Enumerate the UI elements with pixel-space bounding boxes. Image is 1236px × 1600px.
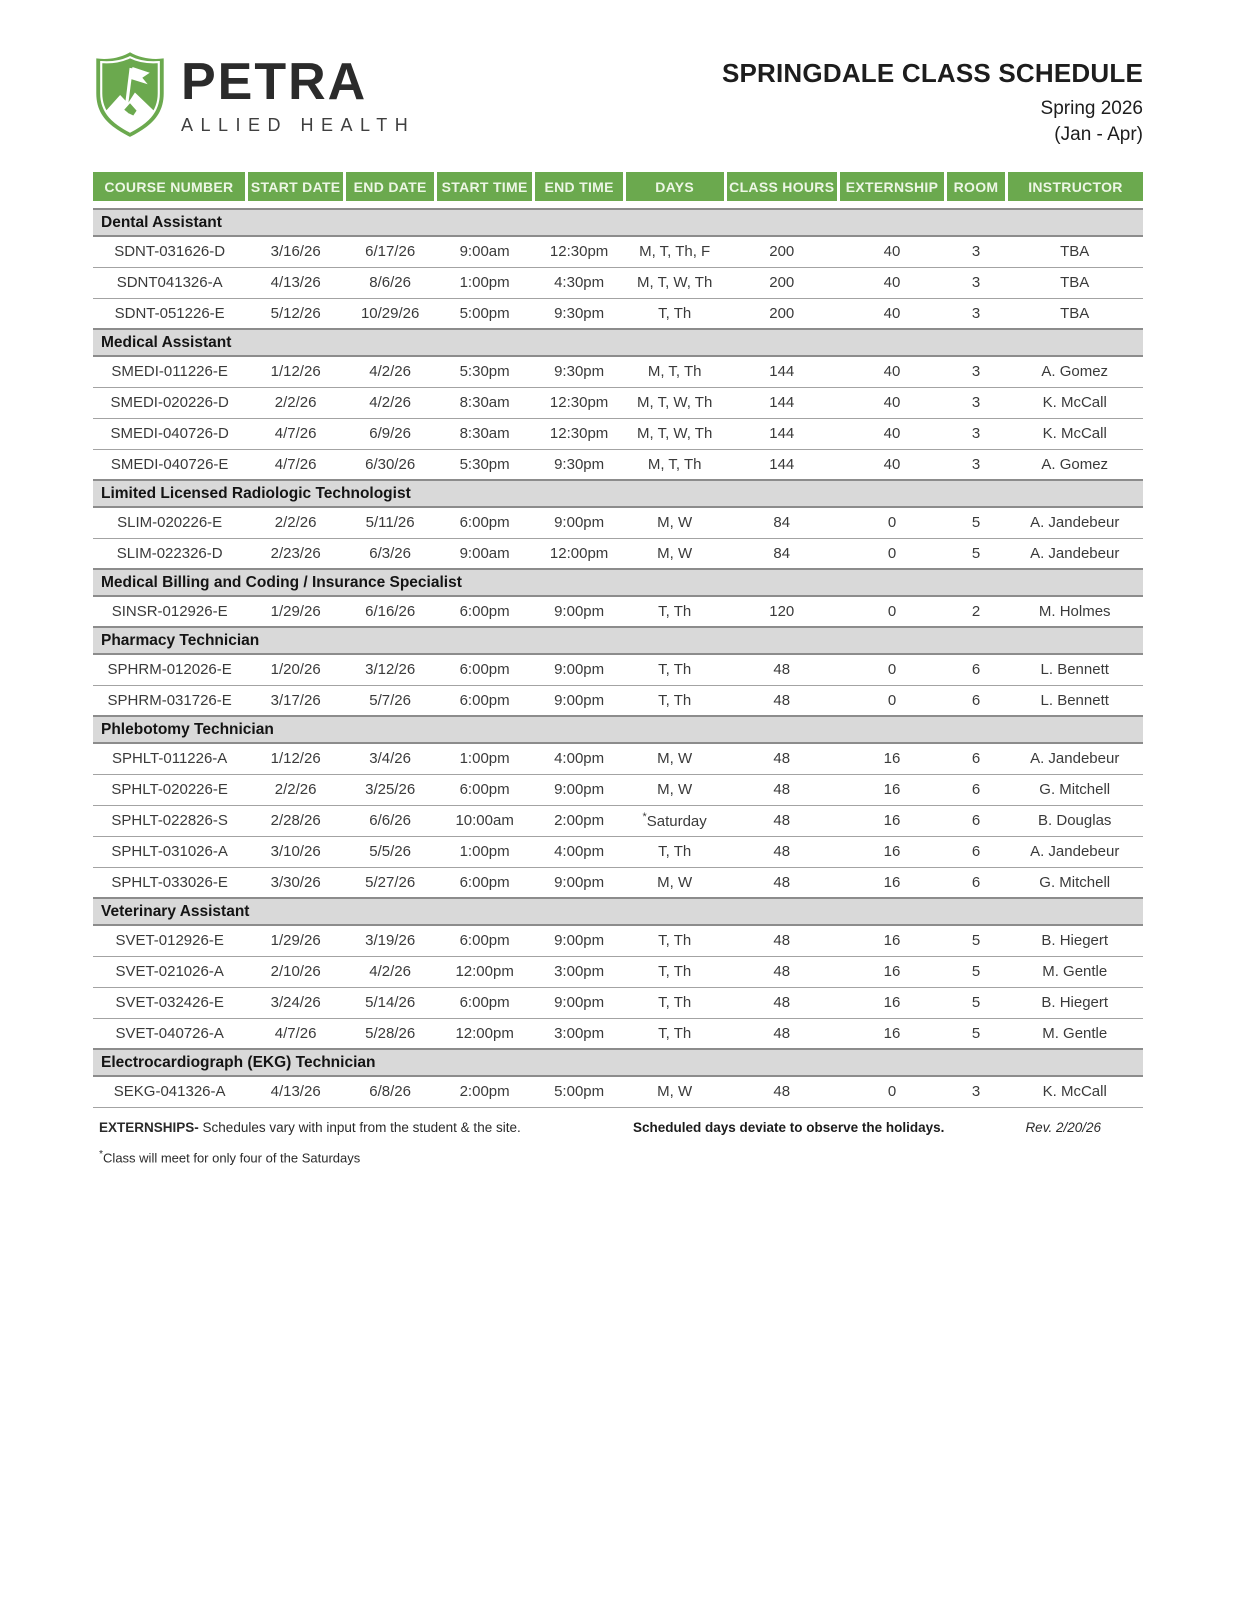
cell-instructor: TBA [1006, 267, 1143, 298]
schedule-table-body [93, 201, 1143, 1107]
cell-end-date: 6/6/26 [345, 805, 435, 836]
cell-end-time: 9:00pm [534, 596, 624, 627]
cell-room: 6 [946, 836, 1007, 867]
section-header-row [93, 209, 1143, 236]
cell-end-date: 5/14/26 [345, 987, 435, 1018]
cell-end-time: 12:30pm [534, 236, 624, 267]
class-row [93, 298, 1143, 329]
cell-days: M, W [624, 538, 725, 569]
cell-end-time: 9:00pm [534, 925, 624, 956]
cell-start-date: 2/2/26 [246, 774, 345, 805]
cell-start-date: 3/16/26 [246, 236, 345, 267]
section-header-row [93, 480, 1143, 507]
cell-end-time: 3:00pm [534, 956, 624, 987]
cell-start-time: 6:00pm [435, 685, 534, 716]
cell-end-time: 9:00pm [534, 685, 624, 716]
cell-course-number: SINSR-012926-E [93, 596, 246, 627]
class-row [93, 1018, 1143, 1049]
class-row [93, 236, 1143, 267]
section-title: Electrocardiograph (EKG) Technician [93, 1049, 1143, 1076]
cell-class-hours: 48 [725, 1018, 838, 1049]
cell-room: 3 [946, 298, 1007, 329]
externships-text: Schedules vary with input from the student & the site. [202, 1119, 521, 1135]
cell-instructor: K. McCall [1006, 1076, 1143, 1107]
cell-days: T, Th [624, 654, 725, 685]
cell-start-date: 4/7/26 [246, 1018, 345, 1049]
class-row [93, 836, 1143, 867]
cell-start-time: 1:00pm [435, 836, 534, 867]
cell-end-date: 4/2/26 [345, 956, 435, 987]
cell-instructor: M. Gentle [1006, 1018, 1143, 1049]
cell-start-date: 5/12/26 [246, 298, 345, 329]
cell-externship: 40 [838, 418, 945, 449]
schedule-page [93, 0, 1143, 1165]
cell-days: M, T, W, Th [624, 387, 725, 418]
cell-start-time: 6:00pm [435, 987, 534, 1018]
cell-end-date: 5/7/26 [345, 685, 435, 716]
cell-start-time: 8:30am [435, 387, 534, 418]
cell-class-hours: 84 [725, 507, 838, 538]
cell-days: T, Th [624, 956, 725, 987]
class-row [93, 654, 1143, 685]
cell-start-date: 1/20/26 [246, 654, 345, 685]
cell-days: M, T, W, Th [624, 267, 725, 298]
cell-externship: 16 [838, 805, 945, 836]
cell-instructor: G. Mitchell [1006, 774, 1143, 805]
section-header-row [93, 329, 1143, 356]
header-spacer-row [93, 201, 1143, 209]
cell-end-date: 6/8/26 [345, 1076, 435, 1107]
cell-start-date: 3/24/26 [246, 987, 345, 1018]
brand-tagline: ALLIED HEALTH [181, 115, 416, 135]
cell-room: 6 [946, 867, 1007, 898]
cell-end-date: 5/27/26 [345, 867, 435, 898]
cell-room: 3 [946, 1076, 1007, 1107]
class-row [93, 418, 1143, 449]
cell-instructor: G. Mitchell [1006, 867, 1143, 898]
class-row [93, 507, 1143, 538]
cell-start-time: 5:00pm [435, 298, 534, 329]
footer-notes [93, 1120, 1143, 1165]
cell-class-hours: 48 [725, 867, 838, 898]
cell-start-date: 3/17/26 [246, 685, 345, 716]
cell-end-time: 4:30pm [534, 267, 624, 298]
cell-start-date: 1/29/26 [246, 925, 345, 956]
cell-end-date: 3/12/26 [345, 654, 435, 685]
cell-class-hours: 48 [725, 836, 838, 867]
class-row [93, 1076, 1143, 1107]
cell-end-date: 4/2/26 [345, 356, 435, 387]
cell-room: 5 [946, 507, 1007, 538]
cell-course-number: SPHLT-011226-A [93, 743, 246, 774]
cell-end-date: 8/6/26 [345, 267, 435, 298]
cell-course-number: SMEDI-040726-E [93, 449, 246, 480]
section-header-row [93, 898, 1143, 925]
column-header-course-number: COURSE NUMBER [93, 172, 246, 201]
cell-end-date: 3/19/26 [345, 925, 435, 956]
shield-logo-icon [93, 50, 167, 140]
class-row [93, 596, 1143, 627]
cell-instructor: K. McCall [1006, 418, 1143, 449]
logo-text [181, 54, 415, 136]
schedule-table-head [93, 172, 1143, 201]
asterisk-mark: * [99, 1148, 104, 1160]
cell-instructor: TBA [1006, 298, 1143, 329]
cell-end-time: 2:00pm [534, 805, 624, 836]
cell-course-number: SEKG-041326-A [93, 1076, 246, 1107]
saturday-footnote-text: Class will meet for only four of the Saturdays [103, 1149, 361, 1165]
cell-class-hours: 84 [725, 538, 838, 569]
cell-room: 3 [946, 418, 1007, 449]
cell-start-date: 1/29/26 [246, 596, 345, 627]
cell-instructor: TBA [1006, 236, 1143, 267]
cell-class-hours: 48 [725, 774, 838, 805]
cell-start-date: 2/2/26 [246, 507, 345, 538]
cell-course-number: SVET-040726-A [93, 1018, 246, 1049]
cell-externship: 16 [838, 925, 945, 956]
cell-class-hours: 48 [725, 743, 838, 774]
cell-days: T, Th [624, 685, 725, 716]
cell-days: M, T, Th [624, 449, 725, 480]
cell-room: 6 [946, 805, 1007, 836]
cell-externship: 0 [838, 1076, 945, 1107]
cell-course-number: SPHLT-031026-A [93, 836, 246, 867]
cell-course-number: SDNT-051226-E [93, 298, 246, 329]
cell-class-hours: 48 [725, 1076, 838, 1107]
section-title: Pharmacy Technician [93, 627, 1143, 654]
cell-start-date: 3/10/26 [246, 836, 345, 867]
cell-start-time: 5:30pm [435, 356, 534, 387]
cell-course-number: SLIM-020226-E [93, 507, 246, 538]
section-title: Medical Billing and Coding / Insurance Specialist [93, 569, 1143, 596]
cell-instructor: L. Bennett [1006, 685, 1143, 716]
cell-course-number: SDNT-031626-D [93, 236, 246, 267]
cell-externship: 40 [838, 236, 945, 267]
cell-end-time: 4:00pm [534, 836, 624, 867]
cell-instructor: A. Jandebeur [1006, 538, 1143, 569]
class-schedule-table [93, 172, 1143, 1108]
section-header-row [93, 627, 1143, 654]
cell-end-time: 4:00pm [534, 743, 624, 774]
section-title: Limited Licensed Radiologic Technologist [93, 480, 1143, 507]
section-header-row [93, 1049, 1143, 1076]
cell-externship: 16 [838, 956, 945, 987]
cell-start-time: 12:00pm [435, 956, 534, 987]
header-spacer-cell [93, 201, 1143, 209]
cell-instructor: M. Holmes [1006, 596, 1143, 627]
cell-days: M, W [624, 1076, 725, 1107]
class-row [93, 925, 1143, 956]
cell-instructor: B. Hiegert [1006, 925, 1143, 956]
cell-end-date: 4/2/26 [345, 387, 435, 418]
cell-start-time: 8:30am [435, 418, 534, 449]
section-title: Medical Assistant [93, 329, 1143, 356]
class-row [93, 987, 1143, 1018]
cell-end-time: 12:30pm [534, 418, 624, 449]
revision-label: Rev. 2/20/26 [1025, 1119, 1101, 1135]
cell-end-time: 9:00pm [534, 774, 624, 805]
column-header-externship: EXTERNSHIP [838, 172, 945, 201]
cell-days: M, W [624, 743, 725, 774]
holidays-note: Scheduled days deviate to observe the holidays. [633, 1119, 945, 1135]
cell-room: 5 [946, 987, 1007, 1018]
column-header-start-time: START TIME [435, 172, 534, 201]
cell-class-hours: 200 [725, 236, 838, 267]
cell-days: M, T, W, Th [624, 418, 725, 449]
cell-instructor: A. Gomez [1006, 449, 1143, 480]
class-row [93, 538, 1143, 569]
section-title: Phlebotomy Technician [93, 716, 1143, 743]
cell-end-time: 9:00pm [534, 867, 624, 898]
petra-logo [93, 50, 415, 140]
column-header-room: ROOM [946, 172, 1007, 201]
cell-class-hours: 48 [725, 925, 838, 956]
cell-instructor: A. Jandebeur [1006, 743, 1143, 774]
cell-start-time: 9:00am [435, 538, 534, 569]
cell-instructor: B. Douglas [1006, 805, 1143, 836]
cell-end-time: 12:00pm [534, 538, 624, 569]
class-row [93, 356, 1143, 387]
column-header-row [93, 172, 1143, 201]
brand-name: PETRA [181, 53, 368, 111]
cell-class-hours: 144 [725, 387, 838, 418]
cell-end-time: 12:30pm [534, 387, 624, 418]
cell-end-date: 6/3/26 [345, 538, 435, 569]
class-row [93, 805, 1143, 836]
cell-course-number: SPHRM-012026-E [93, 654, 246, 685]
class-row [93, 743, 1143, 774]
cell-course-number: SDNT041326-A [93, 267, 246, 298]
section-header-row [93, 569, 1143, 596]
class-row [93, 774, 1143, 805]
class-row [93, 685, 1143, 716]
cell-start-time: 6:00pm [435, 867, 534, 898]
cell-days: T, Th [624, 298, 725, 329]
cell-start-time: 6:00pm [435, 507, 534, 538]
cell-class-hours: 48 [725, 685, 838, 716]
cell-end-date: 6/17/26 [345, 236, 435, 267]
cell-end-date: 3/4/26 [345, 743, 435, 774]
cell-start-time: 12:00pm [435, 1018, 534, 1049]
cell-class-hours: 48 [725, 956, 838, 987]
cell-externship: 16 [838, 743, 945, 774]
cell-course-number: SMEDI-020226-D [93, 387, 246, 418]
cell-externship: 0 [838, 507, 945, 538]
cell-end-time: 9:00pm [534, 987, 624, 1018]
cell-class-hours: 144 [725, 449, 838, 480]
cell-externship: 0 [838, 596, 945, 627]
cell-class-hours: 48 [725, 805, 838, 836]
cell-days: M, W [624, 507, 725, 538]
cell-start-date: 1/12/26 [246, 356, 345, 387]
cell-end-time: 9:00pm [534, 654, 624, 685]
page-header [93, 50, 1143, 158]
cell-externship: 40 [838, 298, 945, 329]
cell-externship: 16 [838, 867, 945, 898]
cell-end-date: 3/25/26 [345, 774, 435, 805]
cell-days: *Saturday [624, 805, 725, 836]
section-header-row [93, 716, 1143, 743]
externships-label: EXTERNSHIPS- [99, 1119, 199, 1135]
cell-end-date: 6/30/26 [345, 449, 435, 480]
cell-instructor: L. Bennett [1006, 654, 1143, 685]
cell-start-time: 5:30pm [435, 449, 534, 480]
cell-end-time: 9:00pm [534, 507, 624, 538]
column-header-end-time: END TIME [534, 172, 624, 201]
column-header-end-date: END DATE [345, 172, 435, 201]
cell-course-number: SVET-032426-E [93, 987, 246, 1018]
cell-externship: 16 [838, 1018, 945, 1049]
cell-room: 3 [946, 236, 1007, 267]
cell-class-hours: 48 [725, 987, 838, 1018]
cell-start-time: 6:00pm [435, 596, 534, 627]
externships-note [99, 1120, 521, 1135]
cell-end-time: 5:00pm [534, 1076, 624, 1107]
cell-class-hours: 48 [725, 654, 838, 685]
cell-externship: 40 [838, 449, 945, 480]
cell-start-date: 2/23/26 [246, 538, 345, 569]
cell-externship: 40 [838, 356, 945, 387]
cell-room: 5 [946, 1018, 1007, 1049]
cell-end-date: 6/9/26 [345, 418, 435, 449]
cell-days: M, T, Th, F [624, 236, 725, 267]
cell-course-number: SPHLT-020226-E [93, 774, 246, 805]
cell-course-number: SPHLT-033026-E [93, 867, 246, 898]
cell-days: M, W [624, 867, 725, 898]
cell-externship: 40 [838, 387, 945, 418]
cell-start-date: 1/12/26 [246, 743, 345, 774]
cell-externship: 16 [838, 836, 945, 867]
cell-start-date: 2/2/26 [246, 387, 345, 418]
cell-end-date: 5/28/26 [345, 1018, 435, 1049]
section-title: Veterinary Assistant [93, 898, 1143, 925]
cell-start-date: 2/28/26 [246, 805, 345, 836]
term-range: (Jan - Apr) [1054, 124, 1143, 145]
cell-start-date: 4/13/26 [246, 267, 345, 298]
cell-days: T, Th [624, 596, 725, 627]
title-block [722, 50, 1143, 146]
cell-days: T, Th [624, 925, 725, 956]
cell-start-time: 1:00pm [435, 743, 534, 774]
cell-course-number: SVET-021026-A [93, 956, 246, 987]
cell-start-date: 3/30/26 [246, 867, 345, 898]
class-row [93, 867, 1143, 898]
cell-externship: 16 [838, 774, 945, 805]
cell-days: M, T, Th [624, 356, 725, 387]
cell-externship: 0 [838, 654, 945, 685]
cell-end-time: 9:30pm [534, 298, 624, 329]
cell-room: 5 [946, 538, 1007, 569]
cell-course-number: SMEDI-040726-D [93, 418, 246, 449]
cell-instructor: M. Gentle [1006, 956, 1143, 987]
cell-instructor: A. Jandebeur [1006, 836, 1143, 867]
cell-room: 3 [946, 449, 1007, 480]
cell-course-number: SPHRM-031726-E [93, 685, 246, 716]
cell-days: T, Th [624, 1018, 725, 1049]
cell-externship: 16 [838, 987, 945, 1018]
term-label: Spring 2026 [1040, 98, 1143, 119]
section-title: Dental Assistant [93, 209, 1143, 236]
cell-start-date: 4/7/26 [246, 449, 345, 480]
cell-course-number: SPHLT-022826-S [93, 805, 246, 836]
column-header-start-date: START DATE [246, 172, 345, 201]
footer-line-1 [93, 1120, 1143, 1140]
cell-room: 3 [946, 387, 1007, 418]
cell-instructor: K. McCall [1006, 387, 1143, 418]
cell-start-time: 1:00pm [435, 267, 534, 298]
cell-start-date: 2/10/26 [246, 956, 345, 987]
saturday-footnote [93, 1149, 1143, 1165]
cell-end-date: 5/11/26 [345, 507, 435, 538]
cell-room: 6 [946, 685, 1007, 716]
cell-room: 5 [946, 925, 1007, 956]
cell-start-time: 6:00pm [435, 654, 534, 685]
class-row [93, 267, 1143, 298]
cell-course-number: SVET-012926-E [93, 925, 246, 956]
cell-start-date: 4/7/26 [246, 418, 345, 449]
cell-room: 3 [946, 267, 1007, 298]
cell-end-time: 9:30pm [534, 449, 624, 480]
cell-room: 6 [946, 774, 1007, 805]
asterisk-mark: * [642, 811, 647, 823]
cell-class-hours: 200 [725, 298, 838, 329]
cell-class-hours: 200 [725, 267, 838, 298]
cell-start-time: 10:00am [435, 805, 534, 836]
page-title: SPRINGDALE CLASS SCHEDULE [721, 58, 1143, 88]
cell-days: T, Th [624, 836, 725, 867]
cell-days: T, Th [624, 987, 725, 1018]
cell-end-date: 5/5/26 [345, 836, 435, 867]
cell-end-time: 9:30pm [534, 356, 624, 387]
cell-room: 6 [946, 743, 1007, 774]
cell-start-time: 2:00pm [435, 1076, 534, 1107]
class-row [93, 387, 1143, 418]
cell-class-hours: 144 [725, 418, 838, 449]
column-header-class-hours: CLASS HOURS [725, 172, 838, 201]
class-row [93, 956, 1143, 987]
cell-start-time: 6:00pm [435, 925, 534, 956]
cell-room: 3 [946, 356, 1007, 387]
cell-end-date: 6/16/26 [345, 596, 435, 627]
column-header-instructor: INSTRUCTOR [1006, 172, 1143, 201]
cell-course-number: SMEDI-011226-E [93, 356, 246, 387]
class-row [93, 449, 1143, 480]
cell-start-time: 6:00pm [435, 774, 534, 805]
cell-course-number: SLIM-022326-D [93, 538, 246, 569]
cell-instructor: A. Jandebeur [1006, 507, 1143, 538]
cell-externship: 0 [838, 685, 945, 716]
cell-class-hours: 144 [725, 356, 838, 387]
cell-start-time: 9:00am [435, 236, 534, 267]
cell-end-date: 10/29/26 [345, 298, 435, 329]
cell-externship: 40 [838, 267, 945, 298]
cell-start-date: 4/13/26 [246, 1076, 345, 1107]
cell-room: 5 [946, 956, 1007, 987]
cell-end-time: 3:00pm [534, 1018, 624, 1049]
cell-room: 2 [946, 596, 1007, 627]
cell-externship: 0 [838, 538, 945, 569]
cell-instructor: A. Gomez [1006, 356, 1143, 387]
cell-class-hours: 120 [725, 596, 838, 627]
cell-instructor: B. Hiegert [1006, 987, 1143, 1018]
cell-room: 6 [946, 654, 1007, 685]
column-header-days: DAYS [624, 172, 725, 201]
cell-days: M, W [624, 774, 725, 805]
